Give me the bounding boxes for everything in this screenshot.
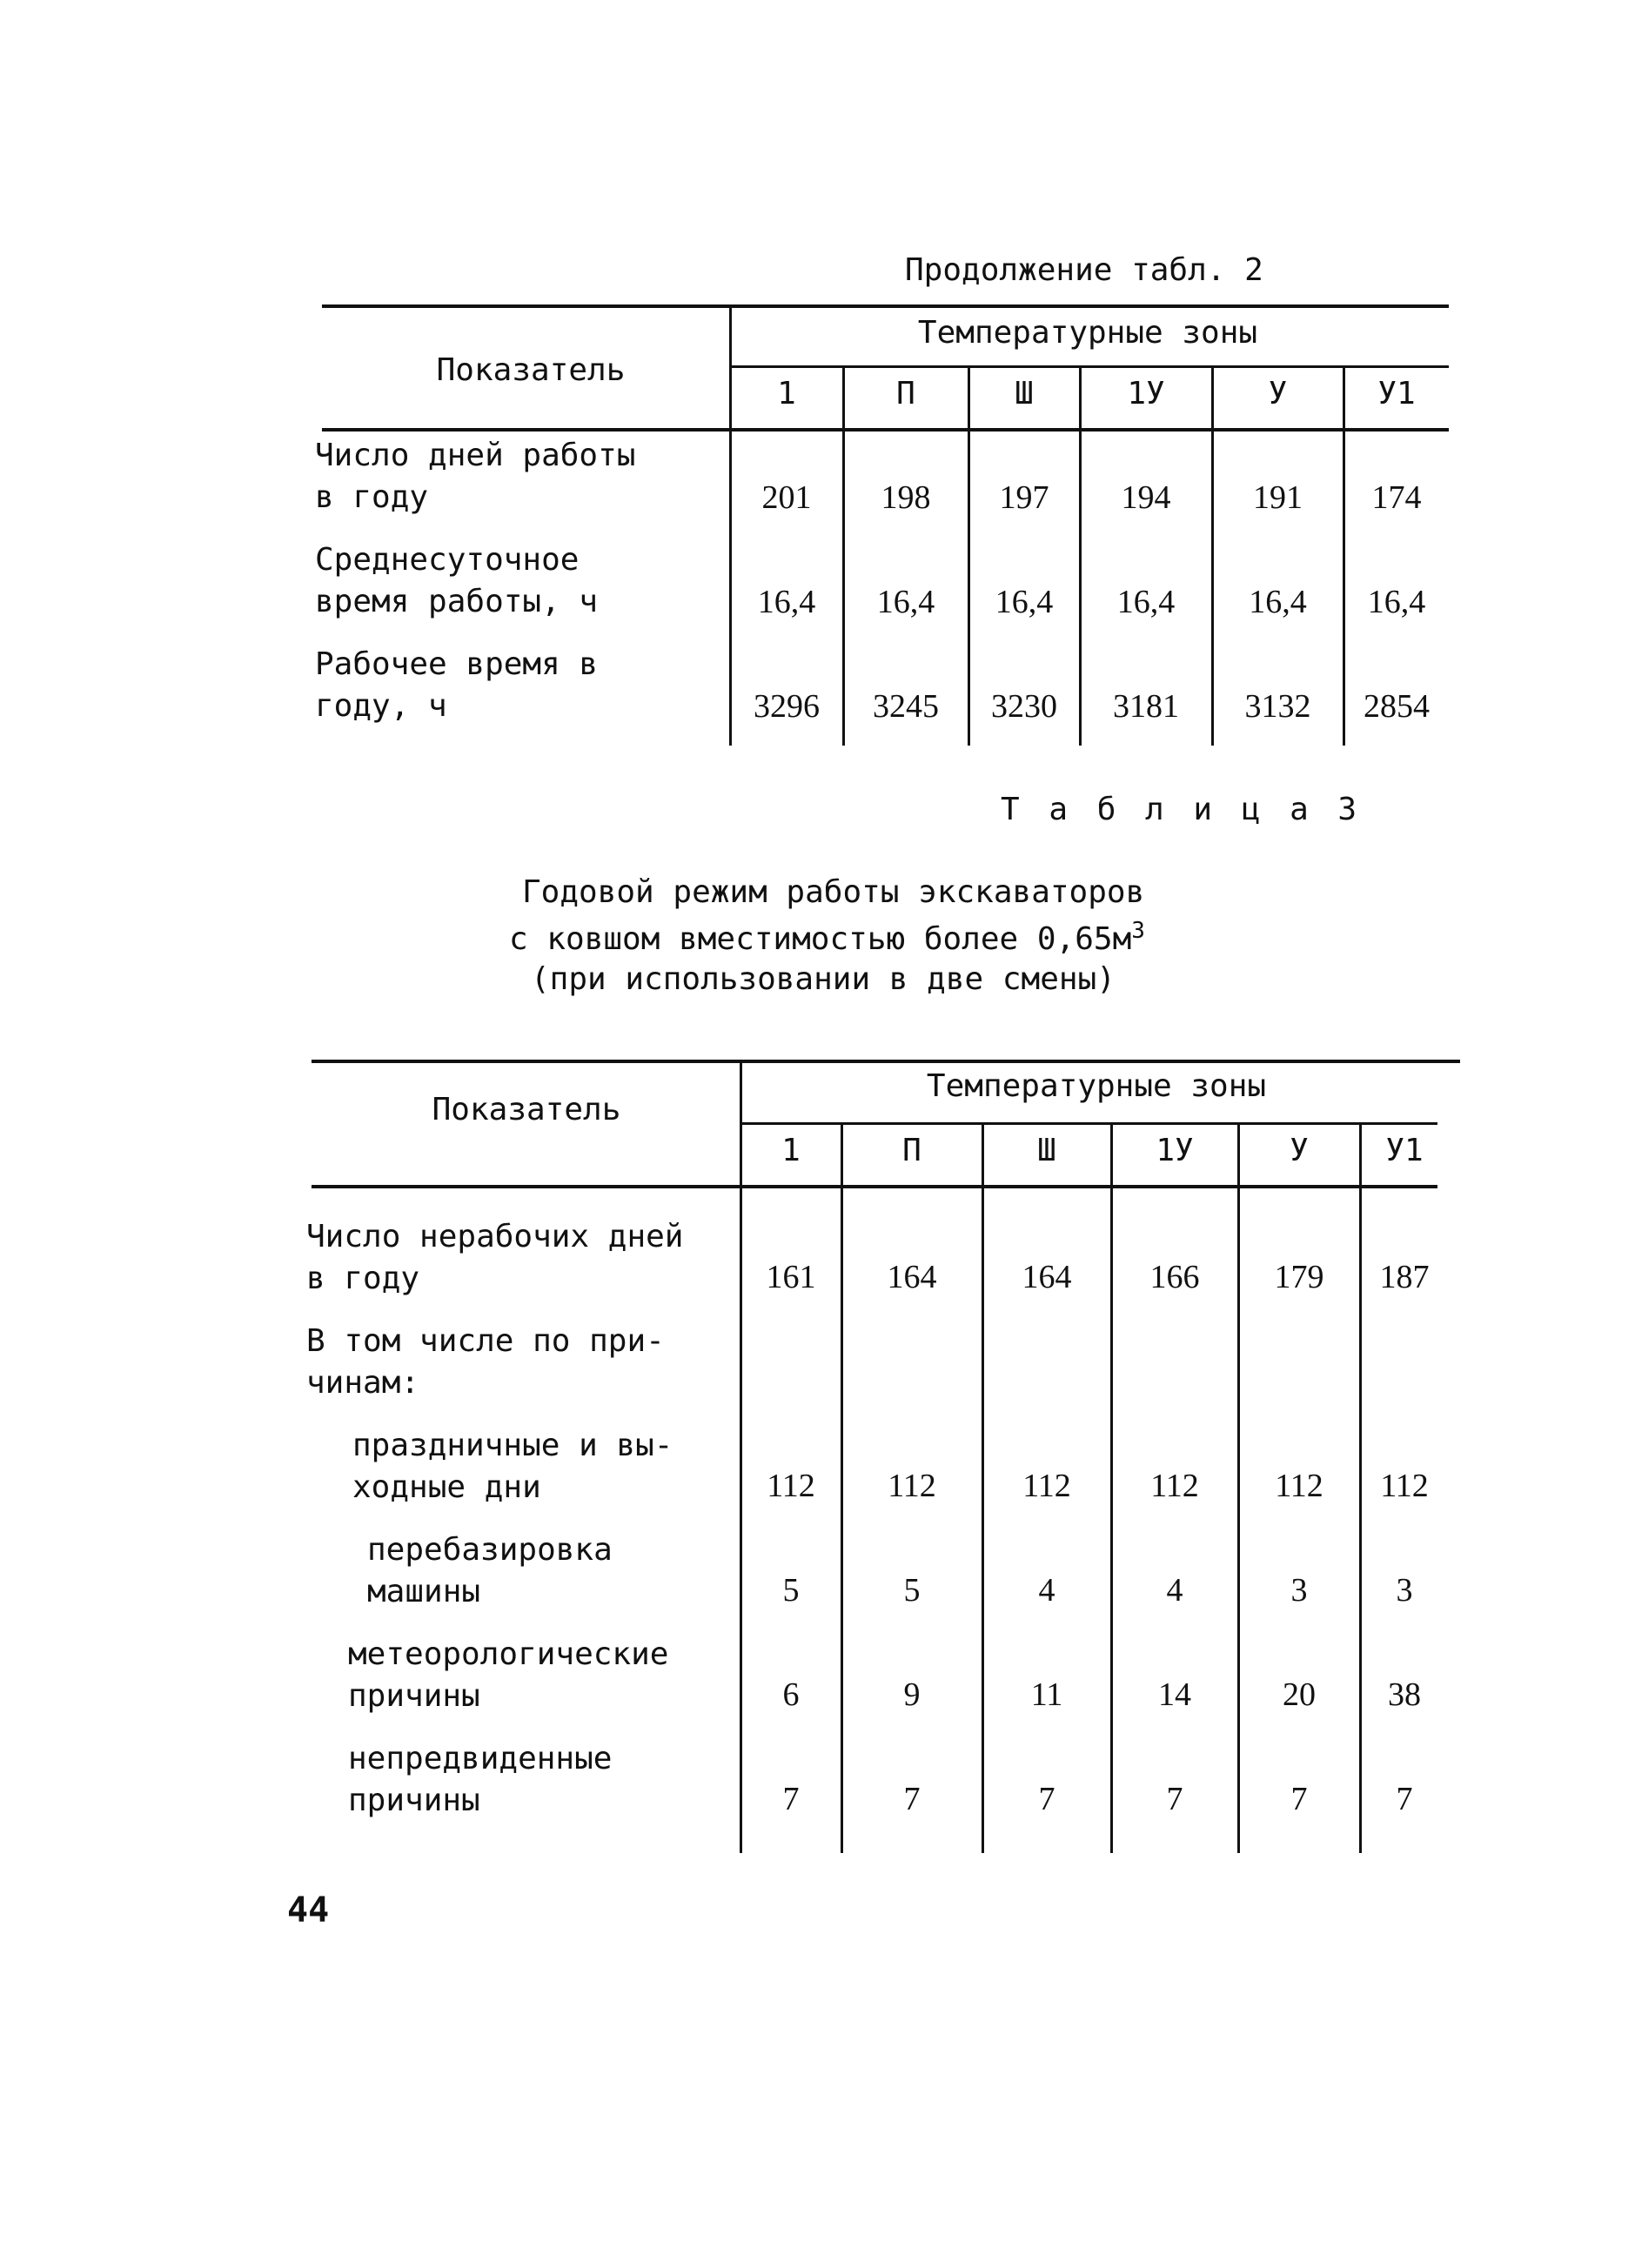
table3-cell: 112 <box>767 1468 815 1504</box>
table2-cell: 16,4 <box>757 584 816 620</box>
table2-cell: 194 <box>1121 479 1171 516</box>
table2-header-zones: Температурные зоны <box>917 315 1258 351</box>
table2-row-label: году, ч <box>315 688 447 724</box>
table3-number: Т а б л и ц а 3 <box>1001 792 1363 827</box>
table2-zone-5: У <box>1268 376 1288 411</box>
table2-cell: 201 <box>761 479 812 516</box>
table3-cell: 20 <box>1283 1676 1316 1713</box>
table3-cell: 112 <box>888 1468 936 1504</box>
table3-row-label: машины <box>367 1574 481 1609</box>
table2-cell: 191 <box>1253 479 1303 516</box>
table2-caption: Продолжение табл. 2 <box>905 252 1263 288</box>
table3-row-label: непредвиденные <box>348 1741 613 1776</box>
table3-cell: 112 <box>1275 1468 1323 1504</box>
table3-row-label: причины <box>348 1783 480 1818</box>
table3-cell: 112 <box>1022 1468 1071 1504</box>
table2-zone-6: У1 <box>1377 376 1416 411</box>
table3-row-label: метеорологические <box>348 1636 669 1672</box>
table3-zone-5: У <box>1290 1133 1309 1168</box>
table2-row-label: Среднесуточное <box>315 542 580 578</box>
table3-cell: 7 <box>782 1781 800 1817</box>
table2-cell: 2854 <box>1364 688 1430 725</box>
table3-cell: 7 <box>1038 1781 1055 1817</box>
table2-row-label: время работы, ч <box>315 584 599 619</box>
table3-header-zones: Температурные зоны <box>926 1068 1267 1104</box>
table3-row-label: причины <box>348 1678 480 1714</box>
table3-cell: 3 <box>1290 1572 1308 1609</box>
table2-cell: 16,4 <box>876 584 935 620</box>
table2-row-label: Рабочее время в <box>315 646 599 682</box>
table3-header-indicator: Показатель <box>432 1092 621 1127</box>
table2-zone-4: 1У <box>1127 376 1165 411</box>
table3-cell: 164 <box>1022 1259 1072 1295</box>
table3-row-label: перебазировка <box>367 1532 613 1568</box>
table2-cell: 16,4 <box>1367 584 1426 620</box>
table3-cell: 5 <box>782 1572 800 1609</box>
table3-cell: 9 <box>903 1676 921 1713</box>
table2-top-rule <box>322 304 1449 308</box>
superscript-three: 3 <box>1131 918 1145 944</box>
table3-row-label: чинам: <box>306 1365 420 1401</box>
table2-cell: 197 <box>999 479 1049 516</box>
table2-cell: 16,4 <box>1116 584 1176 620</box>
table3-cell: 5 <box>903 1572 921 1609</box>
table3-title-line3: (при использовании в две смены) <box>531 961 1116 997</box>
table3-cell: 7 <box>903 1781 921 1817</box>
table3-cell: 38 <box>1388 1676 1421 1713</box>
table3-row-label: в году <box>306 1261 420 1296</box>
table3-cell: 6 <box>782 1676 800 1713</box>
table3-cell: 112 <box>1380 1468 1429 1504</box>
table3-zones-rule <box>741 1122 1437 1125</box>
table2-zone-1: 1 <box>777 376 796 411</box>
table2-cell: 3296 <box>754 688 820 725</box>
table3-cell: 179 <box>1274 1259 1324 1295</box>
table3-head-rule <box>312 1185 1437 1188</box>
table3-cell: 7 <box>1166 1781 1183 1817</box>
table3-cell: 3 <box>1396 1572 1413 1609</box>
table2-cell: 174 <box>1371 479 1422 516</box>
table3-cell: 14 <box>1158 1676 1191 1713</box>
table2-cell: 3245 <box>873 688 939 725</box>
table3-cell: 112 <box>1150 1468 1199 1504</box>
table3-row-label: Число нерабочих дней <box>306 1219 684 1254</box>
table3-cell: 4 <box>1166 1572 1183 1609</box>
table3-cell: 4 <box>1038 1572 1055 1609</box>
table3-title-line2: с ковшом вместимостью более $0,65м^3$ <box>509 918 1145 957</box>
table2-head-rule <box>322 428 1449 432</box>
table3-row-label: В том числе по при- <box>306 1323 665 1359</box>
table3-cell: 164 <box>887 1259 937 1295</box>
table2-zone-2: П <box>896 376 915 411</box>
table3-zone-6: У1 <box>1385 1133 1424 1168</box>
table3-col-divider <box>740 1061 742 1853</box>
table3-zone-2: П <box>902 1133 921 1168</box>
table3-cell: 187 <box>1379 1259 1430 1295</box>
table3-zone-1: 1 <box>781 1133 801 1168</box>
table2-zones-rule <box>731 365 1449 368</box>
table2-cell: 3181 <box>1113 688 1179 725</box>
table2-cell: 16,4 <box>1249 584 1307 620</box>
table3-cell: 161 <box>766 1259 816 1295</box>
table3-zone-4: 1У <box>1156 1133 1194 1168</box>
table3-cell: 166 <box>1149 1259 1200 1295</box>
table2-cell: 198 <box>881 479 931 516</box>
table3-cell: 7 <box>1396 1781 1413 1817</box>
table3-row-label: праздничные и вы- <box>352 1428 673 1463</box>
table3-zone-3: Ш <box>1037 1133 1056 1168</box>
table3-top-rule <box>312 1060 1460 1063</box>
table3-cell: 11 <box>1030 1676 1063 1713</box>
table3-title-line1: Годовой режим работы экскаваторов <box>522 874 1145 910</box>
table2-col-divider <box>729 306 732 746</box>
table2-cell: 3132 <box>1244 688 1311 725</box>
table2-header-indicator: Показатель <box>436 352 626 388</box>
page-number: 44 <box>287 1890 330 1930</box>
table3-row-label: ходные дни <box>352 1469 541 1505</box>
table2-cell: 3230 <box>991 688 1057 725</box>
table2-zone-3: Ш <box>1015 376 1034 411</box>
table2-row-label: Число дней работы <box>315 438 636 473</box>
table2-row-label: в году <box>315 479 429 515</box>
table3-cell: 7 <box>1290 1781 1308 1817</box>
table2-cell: 16,4 <box>995 584 1054 620</box>
